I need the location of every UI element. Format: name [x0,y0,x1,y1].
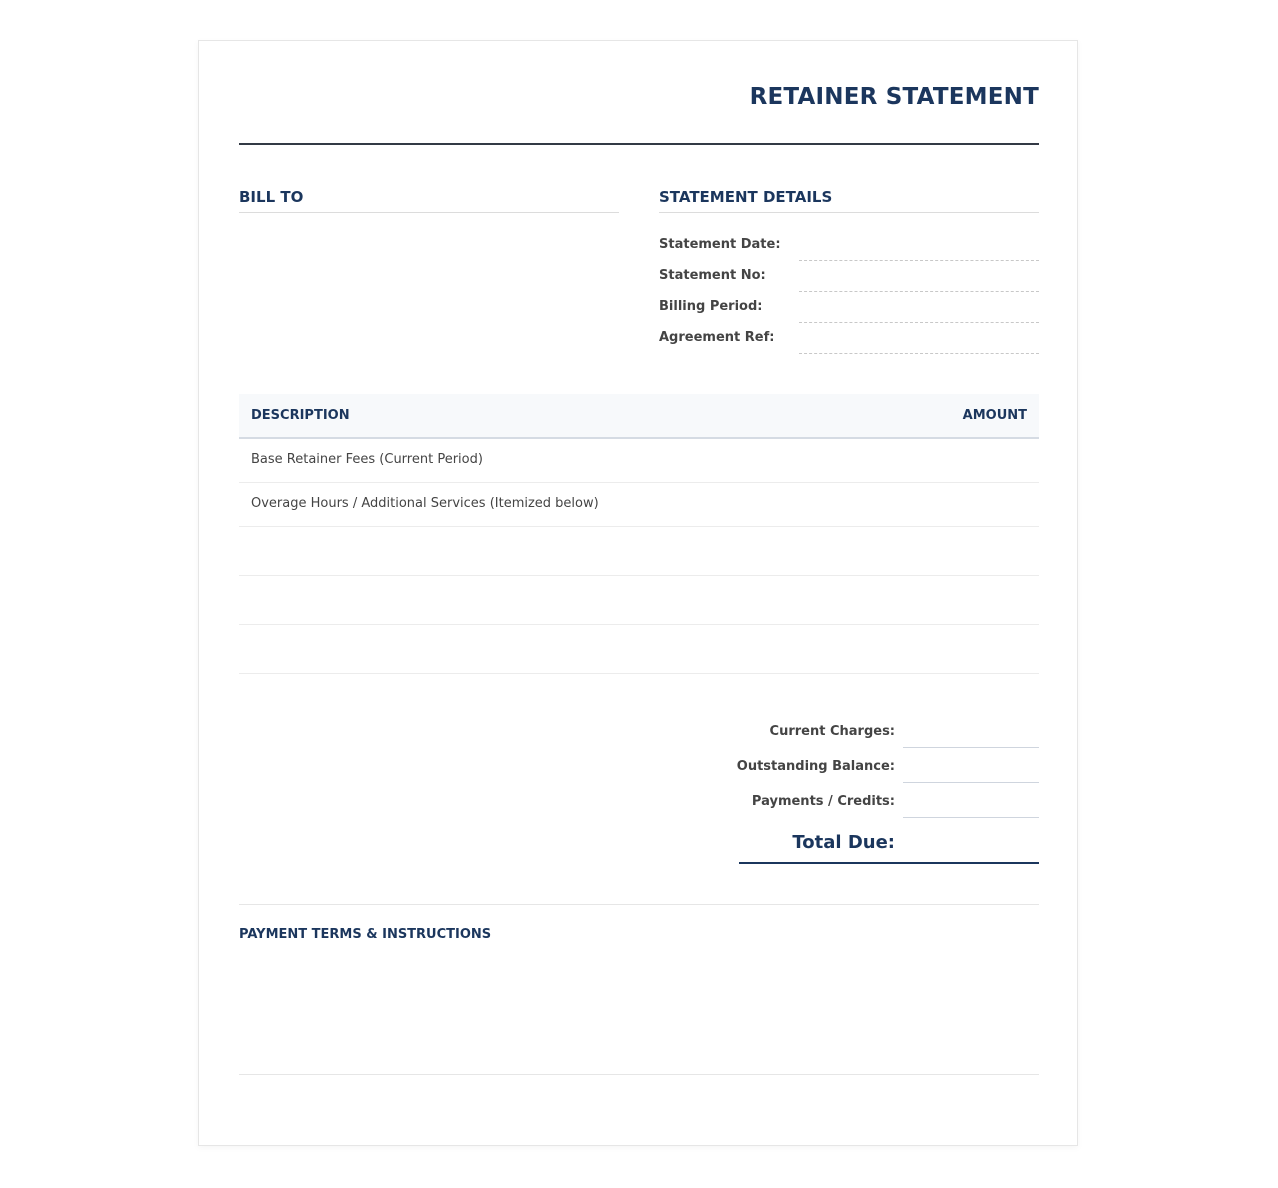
table-header [239,394,1039,439]
statement-date-label: Statement Date: [659,237,781,252]
payments-credits-label: Payments / Credits: [751,794,895,809]
row-description: Base Retainer Fees (Current Period) [251,452,483,467]
description-column-header: DESCRIPTION [251,408,350,423]
statement-details-rule [659,212,1039,213]
statement-page [198,40,1078,1146]
table-row[interactable] [239,439,1039,483]
agreement-ref-field[interactable] [799,353,1039,354]
payment-terms-area[interactable] [239,951,1039,1073]
current-charges-field[interactable] [903,747,1039,748]
bill-to-heading: BILL TO [239,188,304,206]
total-due-label: Total Due: [792,832,895,853]
table-row[interactable] [239,625,1039,674]
title-divider [239,143,1039,145]
billing-period-field[interactable] [799,322,1039,323]
statement-details-heading: STATEMENT DETAILS [659,188,833,206]
agreement-ref-label: Agreement Ref: [659,330,775,345]
table-row[interactable] [239,483,1039,527]
payments-credits-field[interactable] [903,817,1039,818]
bill-to-area[interactable] [239,217,619,347]
current-charges-label: Current Charges: [769,724,895,739]
statement-no-label: Statement No: [659,268,766,283]
bill-to-rule [239,212,619,213]
outstanding-balance-label: Outstanding Balance: [736,759,895,774]
table-row[interactable] [239,527,1039,576]
terms-divider-top [239,904,1039,905]
terms-divider-bottom [239,1074,1039,1075]
payment-terms-heading: PAYMENT TERMS & INSTRUCTIONS [239,927,492,942]
table-row[interactable] [239,576,1039,625]
row-description: Overage Hours / Additional Services (Itemized below) [251,496,599,511]
total-due-rule [739,862,1039,864]
amount-column-header: AMOUNT [962,408,1027,423]
document-title: RETAINER STATEMENT [749,84,1039,110]
billing-period-label: Billing Period: [659,299,763,314]
statement-date-field[interactable] [799,260,1039,261]
statement-no-field[interactable] [799,291,1039,292]
outstanding-balance-field[interactable] [903,782,1039,783]
